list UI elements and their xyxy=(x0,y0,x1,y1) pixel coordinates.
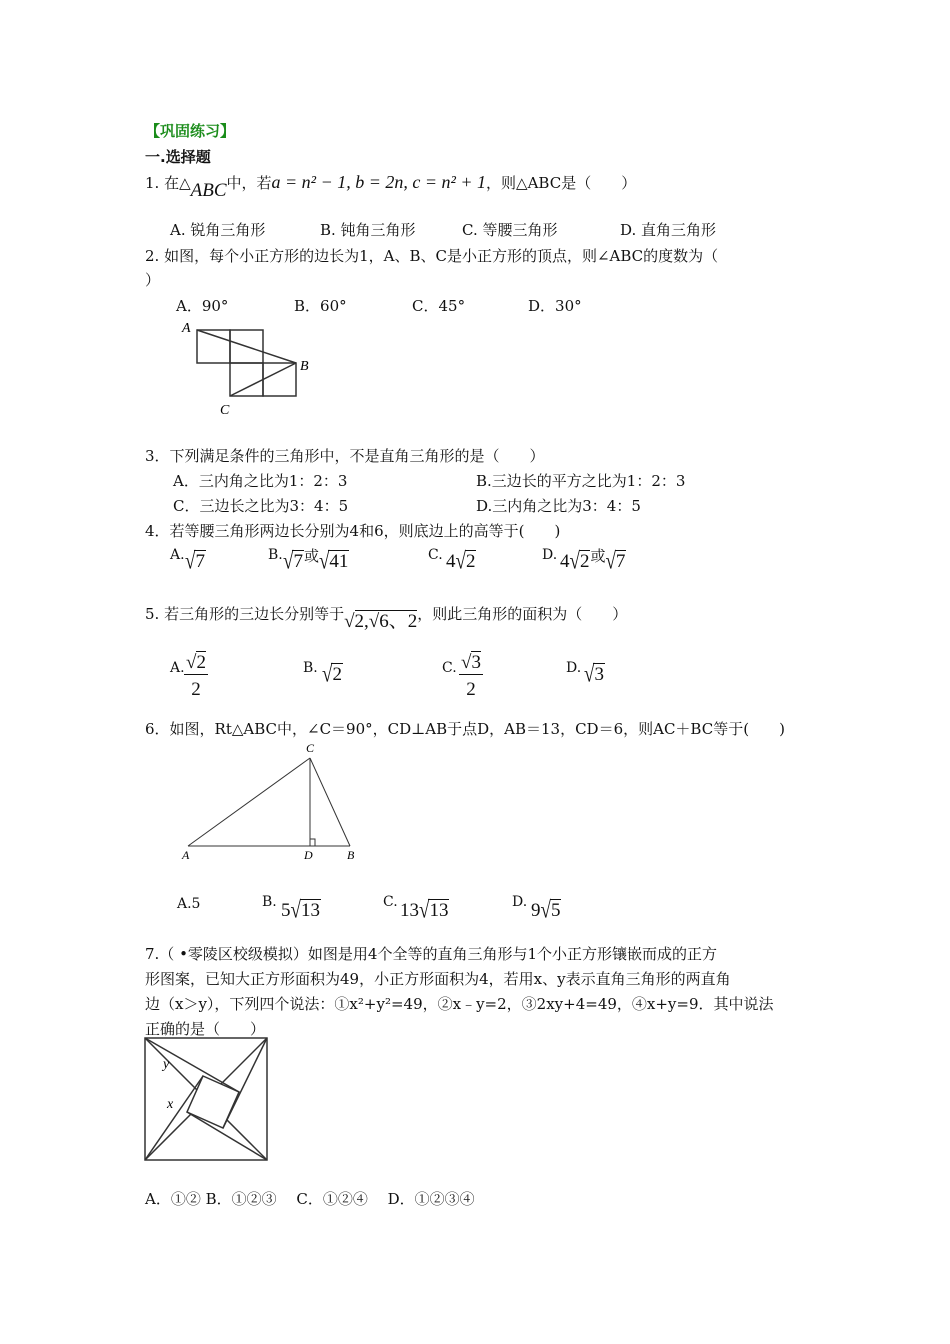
q5-option-d-value xyxy=(584,661,605,688)
label-a: A xyxy=(182,321,191,336)
q2-option-d: D．30° xyxy=(528,297,582,315)
q7-line3: 边（x＞y），下列四个说法：①x²+y²=49，②x﹣y=2，③2xy+4=49，④x+y=9．其中说法 xyxy=(145,995,774,1013)
q2-option-a: A．90° xyxy=(176,297,229,315)
question-1-stem xyxy=(145,172,637,201)
q5-option-a-value xyxy=(184,652,208,701)
q5-option-b-label: B. xyxy=(303,660,318,676)
grid-square xyxy=(263,363,296,396)
q7-square-figure xyxy=(143,1036,271,1164)
q4-option-c-value xyxy=(446,548,476,575)
q6-option-d-value xyxy=(531,897,561,924)
q5-option-c-value xyxy=(459,652,483,701)
label-x: x xyxy=(167,1097,174,1112)
q1-option-c: C. 等腰三角形 xyxy=(462,221,558,239)
q1-stem-a: 1. 在△ xyxy=(145,174,191,192)
q6-option-d-label: D. xyxy=(512,894,528,910)
q2-option-b: B．60° xyxy=(294,297,347,315)
q6-option-b-label: B. xyxy=(262,894,277,910)
q5-sides: √2,√6、2 xyxy=(344,611,418,632)
q3-stem: 3．下列满足条件的三角形中，不是直角三角形的是（ ） xyxy=(145,447,545,465)
label-d: D xyxy=(304,848,313,862)
q4-option-d-label: D. xyxy=(542,547,558,563)
segment-ab xyxy=(197,330,296,363)
label-y: y xyxy=(163,1057,170,1072)
q6-option-a: A.5 xyxy=(177,896,201,912)
q6-option-b-value xyxy=(281,897,321,924)
q7-answers: A．①② B．①②③ C．①②④ D．①②③④ xyxy=(145,1190,475,1208)
fraction: $\frac{√2}{2}$ xyxy=(186,652,206,700)
sqrt: 13√13 xyxy=(400,897,449,924)
label-c: C xyxy=(220,403,230,418)
q5-option-a-label: A. xyxy=(170,660,185,676)
q5-option-c-label: C. xyxy=(442,660,457,676)
q6-stem: 6．如图，Rt△ABC中，∠C＝90°，CD⊥AB于点D，AB＝13，CD＝6，则AC＋BC等于( ) xyxy=(145,720,785,738)
sqrt: √7 xyxy=(605,548,626,575)
q5-option-b-value xyxy=(322,661,343,688)
sqrt: √41 xyxy=(318,548,349,575)
section-title: 【巩固练习】 xyxy=(145,122,236,140)
hypotenuse xyxy=(223,1038,267,1128)
side-ac xyxy=(188,758,310,846)
q1-option-d: D. 直角三角形 xyxy=(620,221,717,239)
hypotenuse xyxy=(145,1038,239,1092)
q7-line1: 7.（ •零陵区校级模拟）如图是用4个全等的直角三角形与1个小正方形镶嵌而成的正方 xyxy=(145,945,718,963)
grid-square xyxy=(230,363,263,396)
q3-option-b: B.三边长的平方之比为1：2：3 xyxy=(476,472,686,490)
q6-option-c-value xyxy=(400,897,449,924)
label-c: C xyxy=(306,741,315,755)
q2-option-c: C．45° xyxy=(412,297,466,315)
right-angle-mark xyxy=(310,839,315,846)
q4-option-c-label: C. xyxy=(428,547,443,563)
label-a: A xyxy=(182,848,190,862)
q7-line2: 形图案，已知大正方形面积为49，小正方形面积为4，若用x、y表示直角三角形的两直角 xyxy=(145,970,731,988)
q4-option-b-label: B. xyxy=(268,547,283,563)
side-cb xyxy=(310,758,350,846)
sqrt: √7 xyxy=(283,548,303,575)
q3-option-c: C．三边长之比为3：4：5 xyxy=(173,497,349,515)
q7-line4: 正确的是（ ） xyxy=(145,1020,266,1038)
label-b: B xyxy=(300,359,309,374)
label-b: B xyxy=(347,848,355,862)
q4-option-d-value: 4√2或√7 xyxy=(560,547,626,575)
q5-stem-a: 5. 若三角形的三边长分别等于 xyxy=(145,605,345,623)
q2-grid-figure xyxy=(178,320,318,420)
fraction: $\frac{√3}{2}$ xyxy=(461,652,481,700)
q3-option-d: D.三内角之比为3：4：5 xyxy=(476,497,641,515)
q5-stem xyxy=(145,598,628,632)
sqrt: √2 xyxy=(322,661,342,688)
q4-option-a-value xyxy=(185,548,206,575)
q3-option-a: A．三内角之比为1：2：3 xyxy=(173,472,348,490)
q5-option-d-label: D. xyxy=(566,660,582,676)
q1-option-a: A. 锐角三角形 xyxy=(170,221,266,239)
q4-option-b-value: √7或√41 xyxy=(283,547,349,575)
hypotenuse xyxy=(145,1076,203,1160)
q1-option-b: B. 钝角三角形 xyxy=(320,221,416,239)
q1-triangle-name: ABC xyxy=(190,180,227,201)
sqrt: √7 xyxy=(185,548,205,575)
q2-stem-line2: ） xyxy=(145,271,161,289)
sqrt: √3 xyxy=(584,661,604,688)
q1-stem-b: 中，若 xyxy=(226,174,272,192)
q4-option-a-label: A. xyxy=(170,547,185,563)
sqrt: 4√2 xyxy=(560,548,590,575)
sqrt: 9√5 xyxy=(531,897,561,924)
q5-stem-b: ，则此三角形的面积为（ ） xyxy=(417,605,628,623)
part-title: 一.选择题 xyxy=(145,148,211,166)
q1-stem-c: ，则△ABC是（ ） xyxy=(486,174,637,192)
q1-formula: a = n² − 1, b = 2n, c = n² + 1 xyxy=(271,172,487,192)
q6-triangle-figure xyxy=(178,740,368,865)
q2-stem-line1: 2. 如图，每个小正方形的边长为1，A、B、C是小正方形的顶点，则∠ABC的度数为（ xyxy=(145,247,719,265)
sqrt: 4√2 xyxy=(446,548,476,575)
sqrt: 5√13 xyxy=(281,897,320,924)
q6-option-c-label: C. xyxy=(383,894,398,910)
q4-stem: 4．若等腰三角形两边长分别为4和6，则底边上的高等于( ) xyxy=(145,522,561,540)
inner-square xyxy=(187,1076,239,1128)
